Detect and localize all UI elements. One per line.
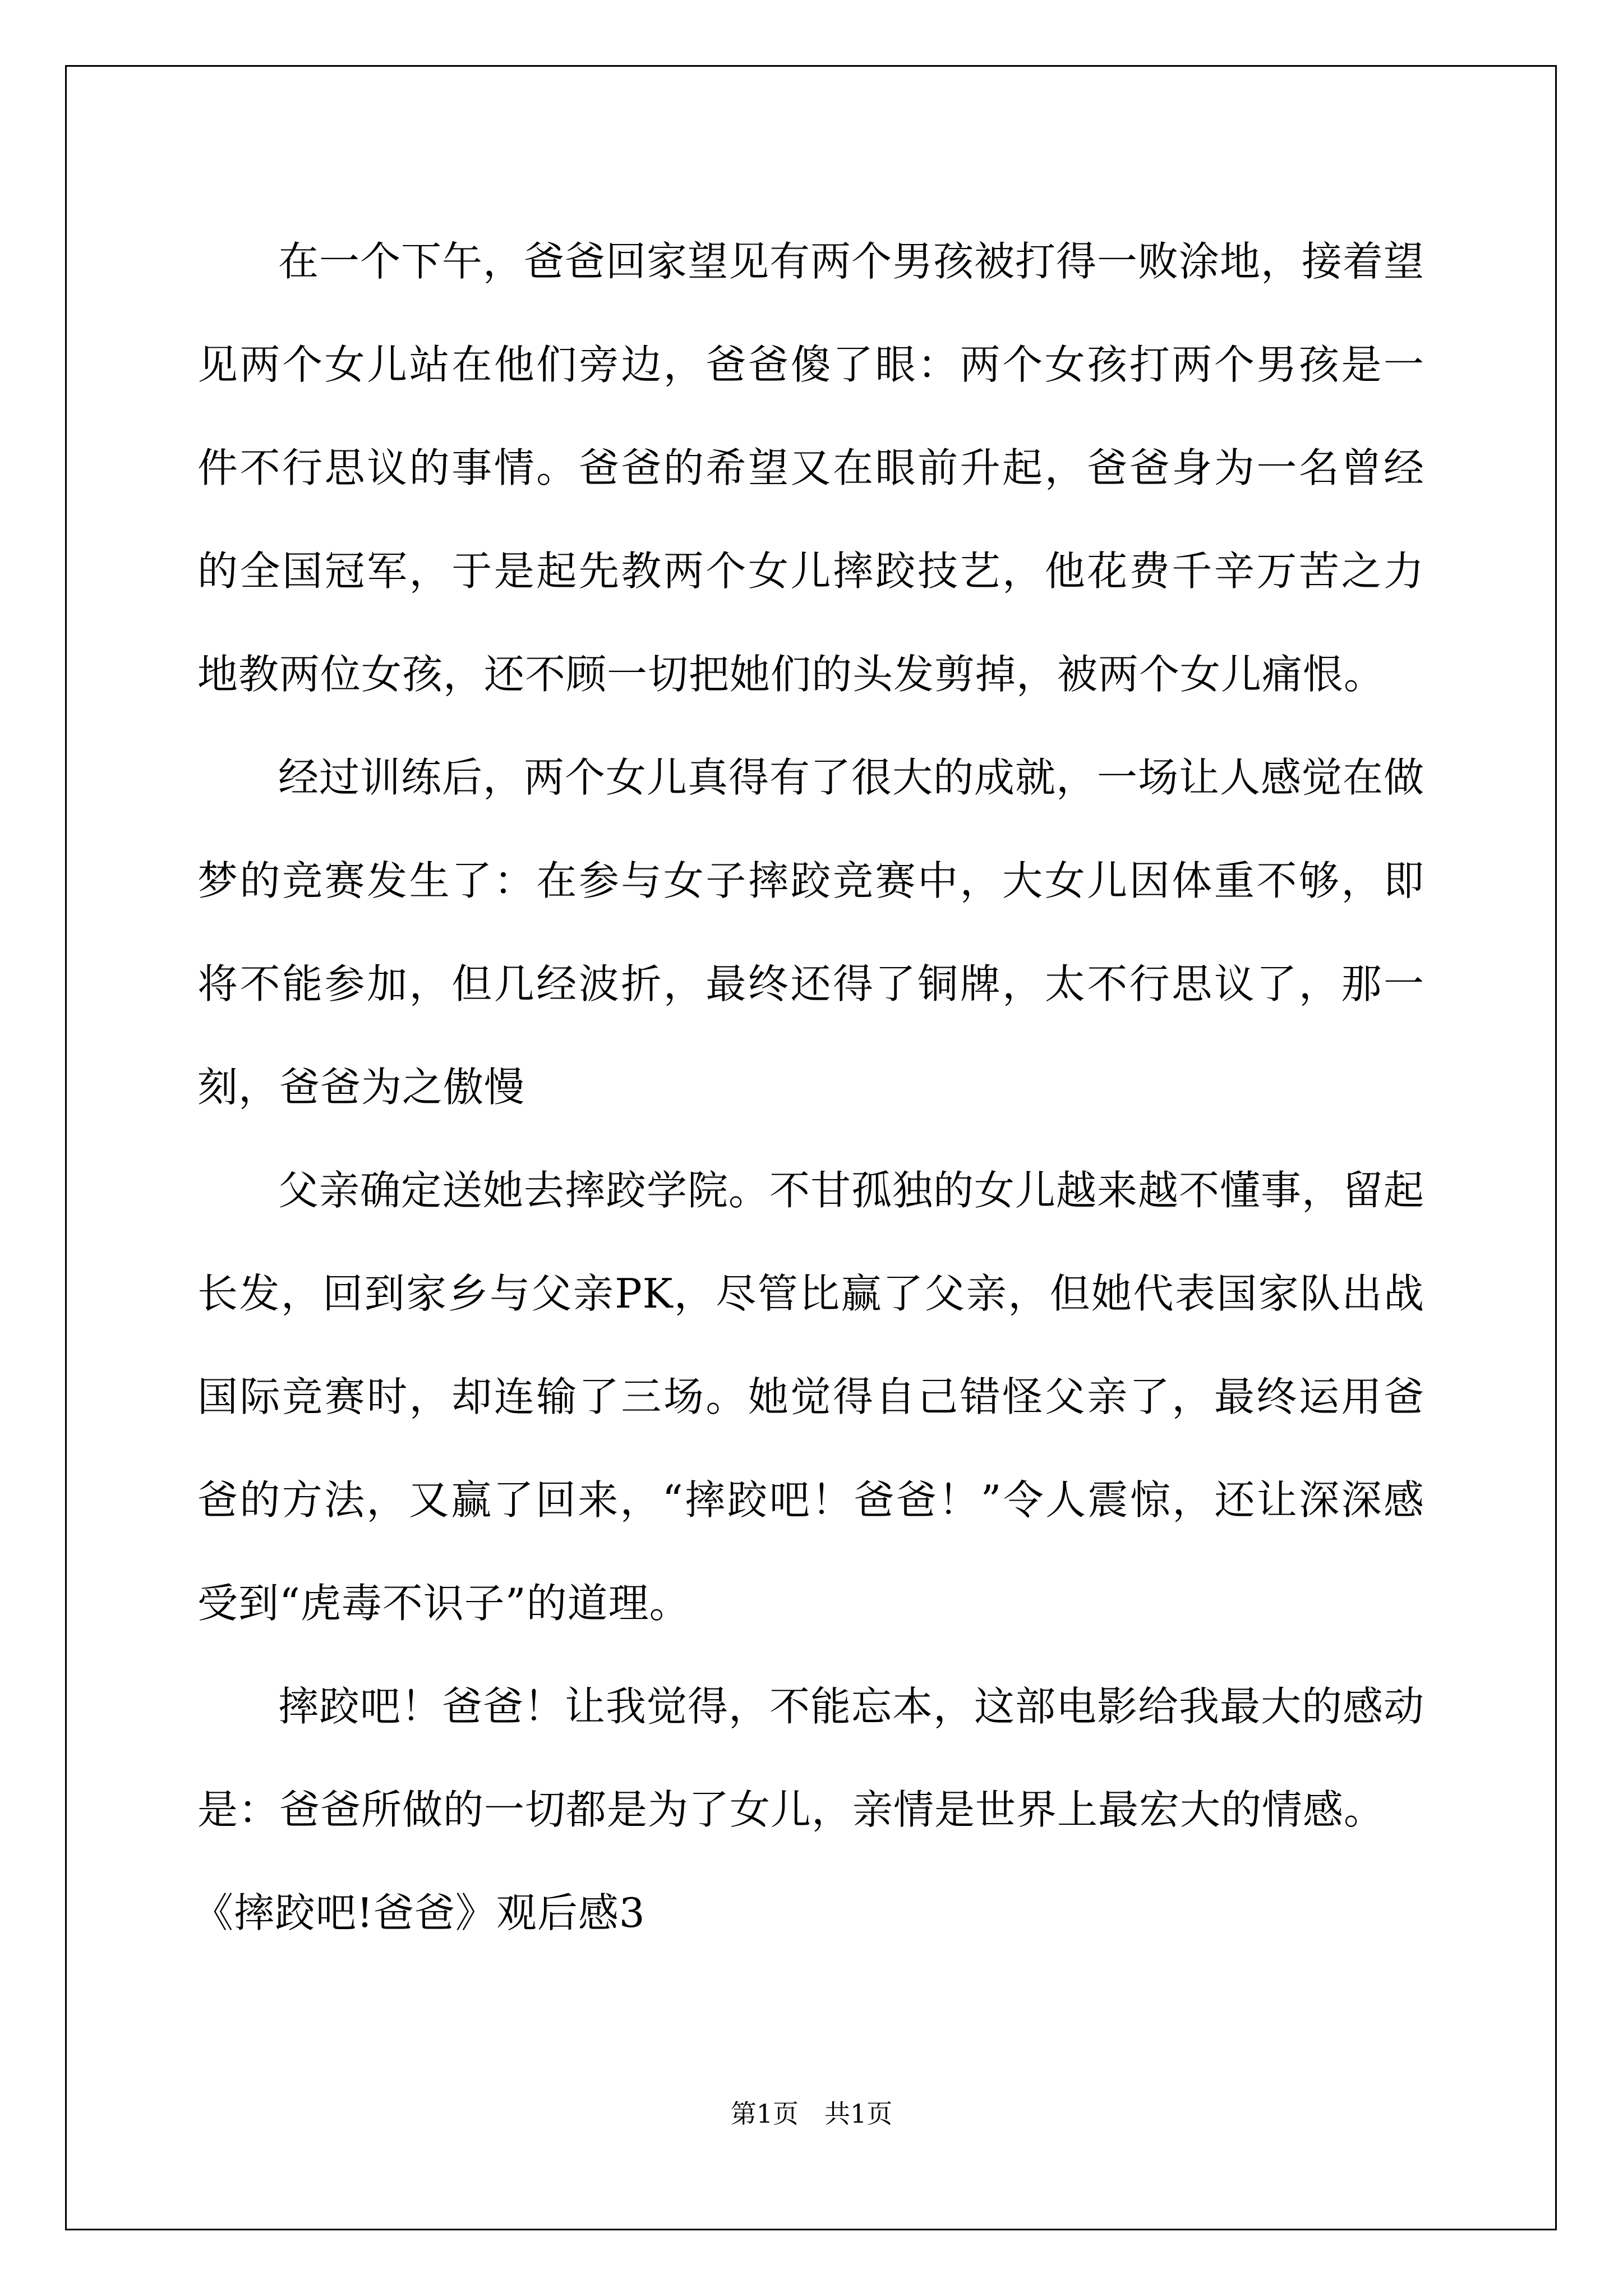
- page-footer: 第1页 共1页: [730, 2099, 893, 2129]
- paragraph-2: 经过训练后，两个女儿真得有了很大的成就，一场让人感觉在做梦的竞赛发生了：在参与女子摔跤竞赛中，大女儿因体重不够，即将不能参加，但几经波折，最终还得了铜牌，太不行思议了，那一刻，爸爸为之傲慢: [197, 754, 1425, 1111]
- section-heading: 《摔跤吧!爸爸》观后感3: [193, 1889, 645, 1936]
- paragraph-1: 在一个下午，爸爸回家望见有两个男孩被打得一败涂地，接着望见两个女儿站在他们旁边，爸爸傻了眼：两个女孩打两个男孩是一件不行思议的事情。爸爸的希望又在眼前升起，爸爸身为一名曾经的全国冠军，于是起先教两个女儿摔跤技艺，他花费千辛万苦之力地教两位女孩，还不顾一切把她们的头发剪掉，被两个女儿痛恨。: [197, 238, 1425, 698]
- paragraph-4: 摔跤吧！爸爸！让我觉得，不能忘本，这部电影给我最大的感动是：爸爸所做的一切都是为了女儿，亲情是世界上最宏大的情感。: [197, 1683, 1425, 1833]
- paragraph-3: 父亲确定送她去摔跤学院。不甘孤独的女儿越来越不懂事，留起长发，回到家乡与父亲PK，尽管比赢了父亲，但她代表国家队出战国际竞赛时，却连输了三场。她觉得自己错怪父亲了，最终运用爸爸的方法，又赢了回来，“摔跤吧！爸爸！”令人震惊，还让深深感受到“虎毒不识子”的道理。: [197, 1167, 1425, 1627]
- document-body: [193, 210, 1425, 1964]
